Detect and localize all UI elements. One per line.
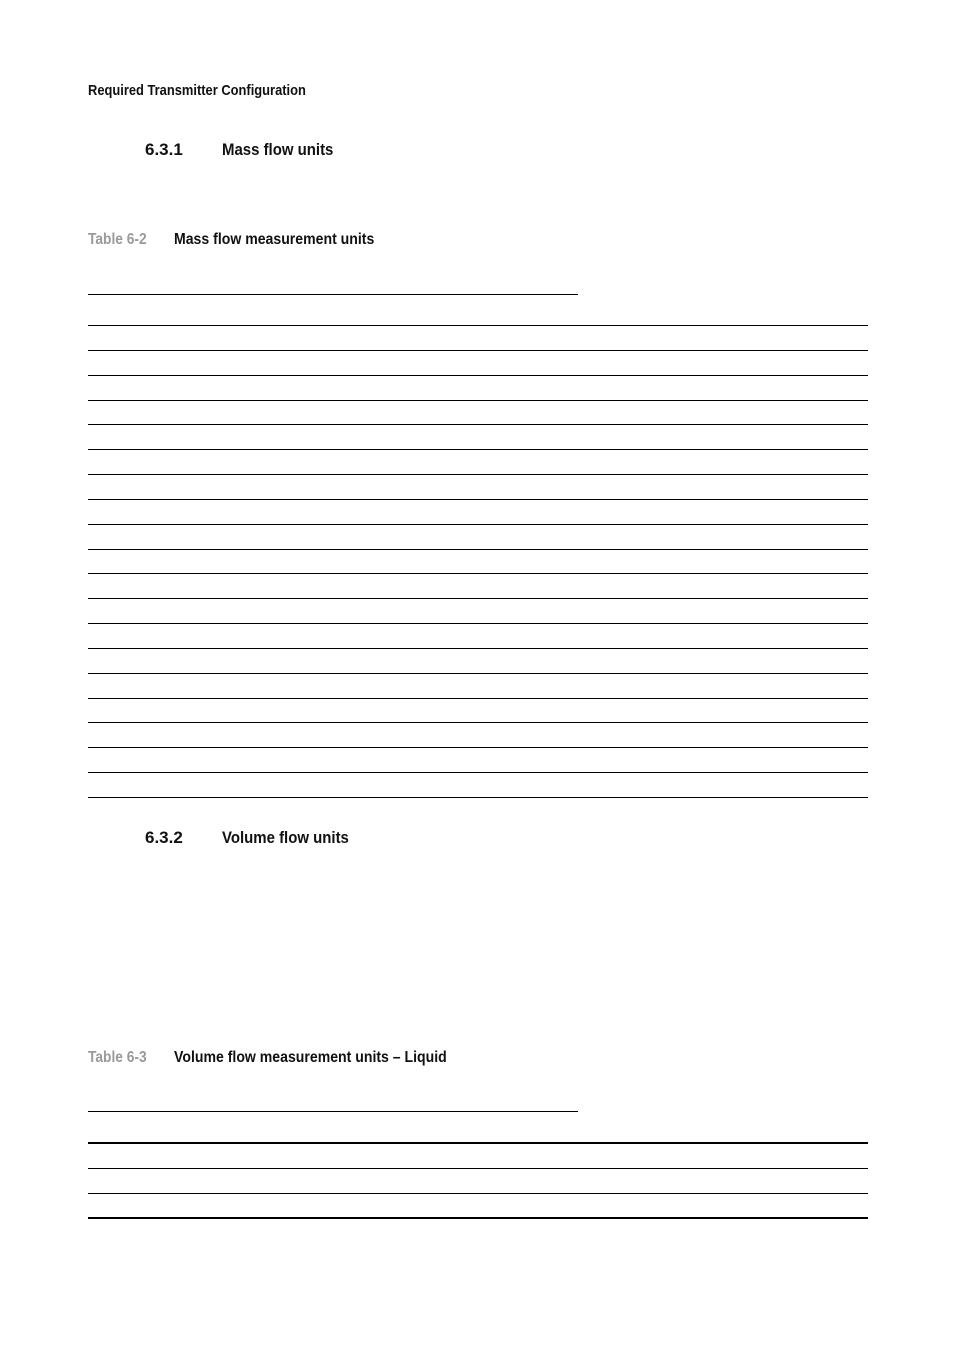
table-row-rule (88, 598, 868, 599)
table-row-rule (88, 648, 868, 649)
table-row-rule (88, 1142, 868, 1144)
table-row-rule (88, 424, 868, 425)
table-row-rule (88, 375, 868, 376)
table-caption-volume-flow (88, 1049, 484, 1067)
section-heading-volume-flow (145, 828, 366, 848)
table-row-rule (88, 1193, 868, 1194)
table-title: Mass flow measurement units (174, 231, 375, 248)
table-row-rule (88, 573, 868, 574)
table-bottom-rule (88, 1217, 868, 1219)
table-row-rule (88, 499, 868, 500)
table-row-rule (88, 1168, 868, 1169)
section-number: 6.3.2 (145, 828, 183, 847)
table-title: Volume flow measurement units – Liquid (174, 1049, 447, 1066)
table-label: Table 6-2 (88, 231, 147, 248)
running-header-text: Required Transmitter Configuration (88, 82, 306, 99)
table-row-rule (88, 673, 868, 674)
table-row-rule (88, 623, 868, 624)
table-header-rule (88, 294, 578, 295)
table-label: Table 6-3 (88, 1049, 147, 1066)
table-row-rule (88, 698, 868, 699)
running-header (88, 82, 341, 99)
table-row-rule (88, 400, 868, 401)
table-row-rule (88, 722, 868, 723)
table-row-rule (88, 747, 868, 748)
section-title: Mass flow units (222, 140, 334, 159)
table-row-rule (88, 772, 868, 773)
section-heading-mass-flow (145, 140, 349, 160)
table-row-rule (88, 549, 868, 550)
table-row-rule (88, 524, 868, 525)
table-caption-mass-flow (88, 231, 402, 249)
table-row-rule (88, 474, 868, 475)
table-header-rule (88, 1111, 578, 1112)
table-row-rule (88, 350, 868, 351)
table-bottom-rule (88, 797, 868, 798)
table-row-rule (88, 449, 868, 450)
section-number: 6.3.1 (145, 140, 183, 159)
table-row-rule (88, 325, 868, 326)
section-title: Volume flow units (222, 828, 349, 847)
